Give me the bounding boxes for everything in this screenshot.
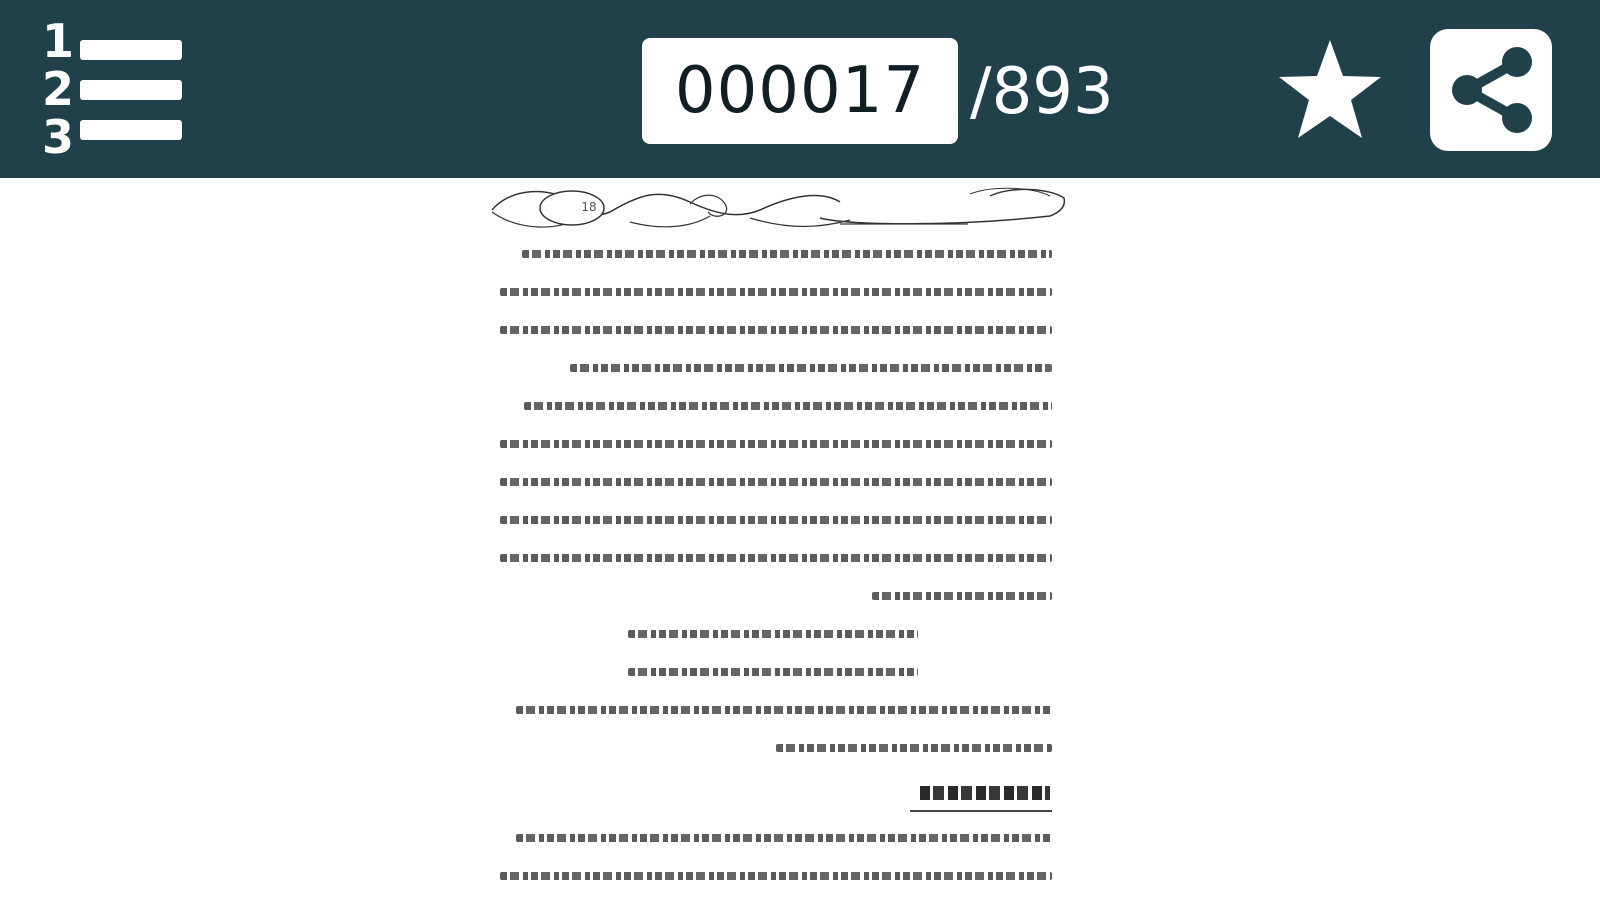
share-icon xyxy=(1430,29,1552,151)
toc-list-icon xyxy=(80,40,182,60)
sub-heading xyxy=(920,786,1050,800)
toc-number-2: 2 xyxy=(42,62,75,116)
text-line xyxy=(776,744,1052,752)
page-header-number: 18 xyxy=(581,200,597,214)
text-line xyxy=(500,478,1052,486)
text-line xyxy=(500,554,1052,562)
text-line xyxy=(500,288,1052,296)
toc-list-line xyxy=(80,120,182,140)
text-line xyxy=(500,326,1052,334)
table-of-contents-button[interactable] xyxy=(36,14,186,164)
page-number-input[interactable]: 000017 xyxy=(642,38,958,144)
poem-line xyxy=(628,668,918,676)
total-pages-label: /893 xyxy=(970,55,1114,129)
text-line xyxy=(516,834,1052,842)
text-line xyxy=(500,516,1052,524)
text-line xyxy=(872,592,1052,600)
text-line xyxy=(524,402,1052,410)
bookmark-button[interactable] xyxy=(1275,36,1385,146)
share-button[interactable] xyxy=(1430,29,1552,151)
toc-number-3: 3 xyxy=(42,110,75,164)
text-line xyxy=(500,872,1052,880)
text-line xyxy=(500,440,1052,448)
book-page-image xyxy=(490,182,1068,900)
text-line xyxy=(516,706,1052,714)
star-icon xyxy=(1275,36,1385,146)
poem-line xyxy=(628,630,918,638)
text-line xyxy=(522,250,1052,258)
toc-list-line xyxy=(80,80,182,100)
top-toolbar xyxy=(0,0,1600,178)
sub-heading-rule xyxy=(910,810,1052,812)
text-line xyxy=(570,364,1052,372)
toc-number-1: 1 xyxy=(42,14,75,68)
